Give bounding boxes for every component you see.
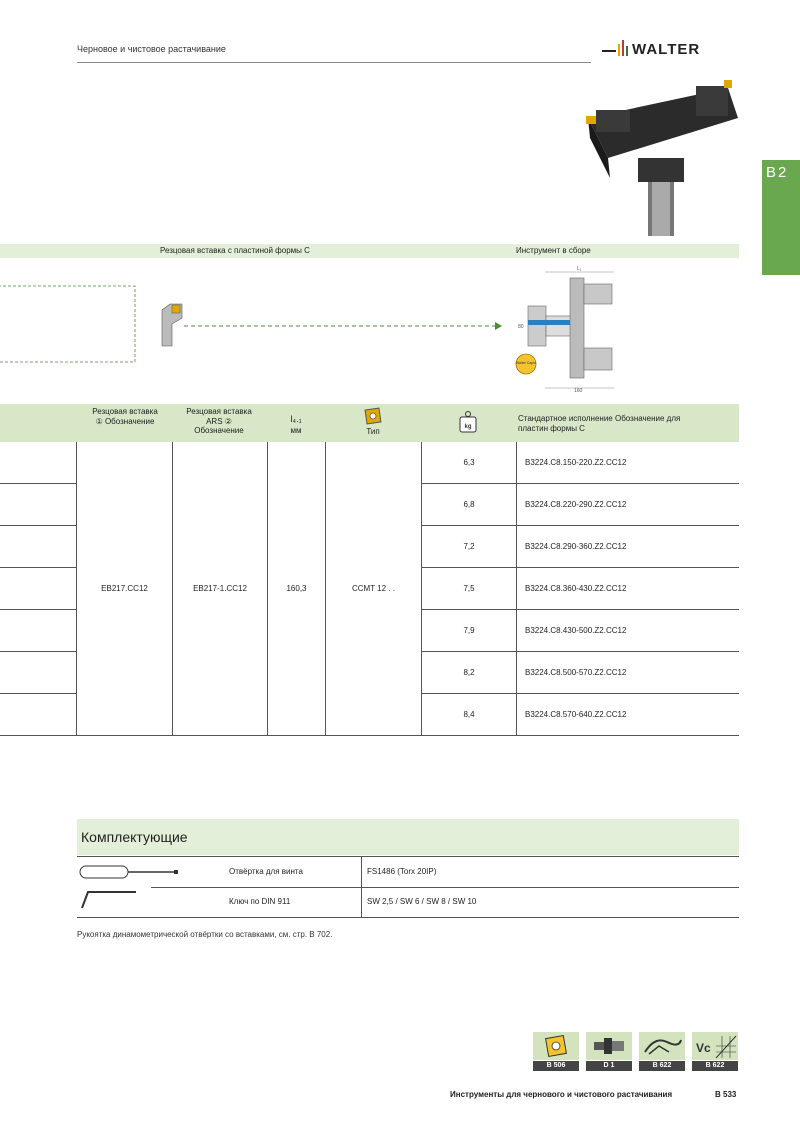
weight-icon [458, 410, 478, 434]
table-row [0, 442, 739, 484]
weight-cell: 7,9 [422, 610, 517, 652]
footer-text: Инструменты для чернового и чистового растачивания [450, 1090, 673, 1099]
col-insert-header: Резцовая вставка ① Обозначение [92, 407, 158, 426]
vc-chart-icon [692, 1032, 738, 1060]
dim-label-d: 80 [518, 324, 524, 330]
section-tab[interactable] [762, 160, 800, 275]
page-header-title: Черновое и чистовое растачивание [77, 44, 226, 54]
col-insert-ars-header: Резцовая вставка ARS ② Обозначение [186, 407, 252, 436]
ref-label: D 1 [586, 1061, 632, 1071]
product-photo [578, 78, 740, 238]
ref-label: B 622 [692, 1061, 738, 1071]
weight-cell: 7,2 [422, 526, 517, 568]
dim-label-w: 160 [574, 388, 583, 394]
weight-icon-label: kg [464, 424, 472, 430]
holder-icon [586, 1032, 632, 1060]
walter-logo [600, 36, 742, 60]
accessories-note: Рукоятка динамометрической отвёртки со вставками, см. стр. B 702. [77, 930, 333, 939]
designation-cell: B3224.C8.290-360.Z2.CC12 [517, 526, 740, 568]
accessories-title: Комплектующие [81, 829, 188, 845]
insert-section-label: Резцовая вставка с пластиной формы С [160, 246, 310, 255]
schematic-diagram [0, 258, 739, 398]
ref-vc-button[interactable] [692, 1032, 738, 1072]
merged-l41-cell: 160,3 [268, 442, 326, 736]
accessory-value: SW 2,5 / SW 6 / SW 8 / SW 10 [367, 897, 477, 906]
weight-cell: 8,2 [422, 652, 517, 694]
header-divider [77, 62, 591, 63]
insert-icon [533, 1032, 579, 1060]
accessories-band [77, 819, 739, 855]
ref-cutting-button[interactable] [639, 1032, 685, 1072]
insert-shape-icon [364, 407, 382, 425]
weight-cell: 6,3 [422, 442, 517, 484]
capto-badge-icon [516, 354, 536, 374]
weight-cell: 7,5 [422, 568, 517, 610]
dim-label-l: L₁ [577, 266, 582, 272]
cutting-icon [639, 1032, 685, 1060]
merged-type-cell: CCMT 12 . . [326, 442, 422, 736]
designation-cell: B3224.C8.500-570.Z2.CC12 [517, 652, 740, 694]
data-table [0, 442, 739, 736]
col-l41-header: l₄.₁ [290, 414, 302, 424]
col-std-header: Стандартное исполнение Обозначение для пластин формы С [518, 414, 681, 433]
accessory-value: FS1486 (Torx 20IP) [367, 867, 437, 876]
designation-cell: B3224.C8.150-220.Z2.CC12 [517, 442, 740, 484]
page-number: B 533 [715, 1090, 737, 1099]
designation-cell: B3224.C8.360-430.Z2.CC12 [517, 568, 740, 610]
accessory-label: Отвёртка для винта [229, 867, 303, 876]
insert-drawing [162, 304, 182, 346]
ref-insert-button[interactable] [533, 1032, 579, 1072]
designation-cell: B3224.C8.430-500.Z2.CC12 [517, 610, 740, 652]
capto-label: Walter Capto [515, 361, 537, 365]
col-l41-unit: мм [290, 426, 302, 435]
designation-cell: B3224.C8.220-290.Z2.CC12 [517, 484, 740, 526]
ref-holder-button[interactable] [586, 1032, 632, 1072]
weight-cell: 8,4 [422, 694, 517, 736]
accessory-label: Ключ по DIN 911 [229, 897, 291, 906]
accessories-column-divider [361, 857, 362, 917]
svg-text:Vc: Vc [696, 1041, 711, 1055]
brand-text: WALTER [632, 41, 701, 58]
weight-cell: 6,8 [422, 484, 517, 526]
merged-insert-ars-cell: EB217-1.CC12 [173, 442, 268, 736]
table-header [0, 404, 739, 442]
section-tab-label: B2 [766, 164, 789, 181]
merged-insert-cell: EB217.CC12 [77, 442, 173, 736]
ref-label: B 622 [639, 1061, 685, 1071]
accessories-divider-bottom [77, 917, 739, 918]
accessory-row [77, 887, 739, 917]
assembly-drawing [515, 266, 614, 394]
designation-cell: B3224.C8.570-640.Z2.CC12 [517, 694, 740, 736]
ref-label: B 506 [533, 1061, 579, 1071]
assembly-section-label: Инструмент в сборе [516, 246, 591, 255]
col-type-header: Тип [366, 427, 380, 436]
accessory-row [77, 857, 739, 887]
section-band [0, 244, 739, 258]
